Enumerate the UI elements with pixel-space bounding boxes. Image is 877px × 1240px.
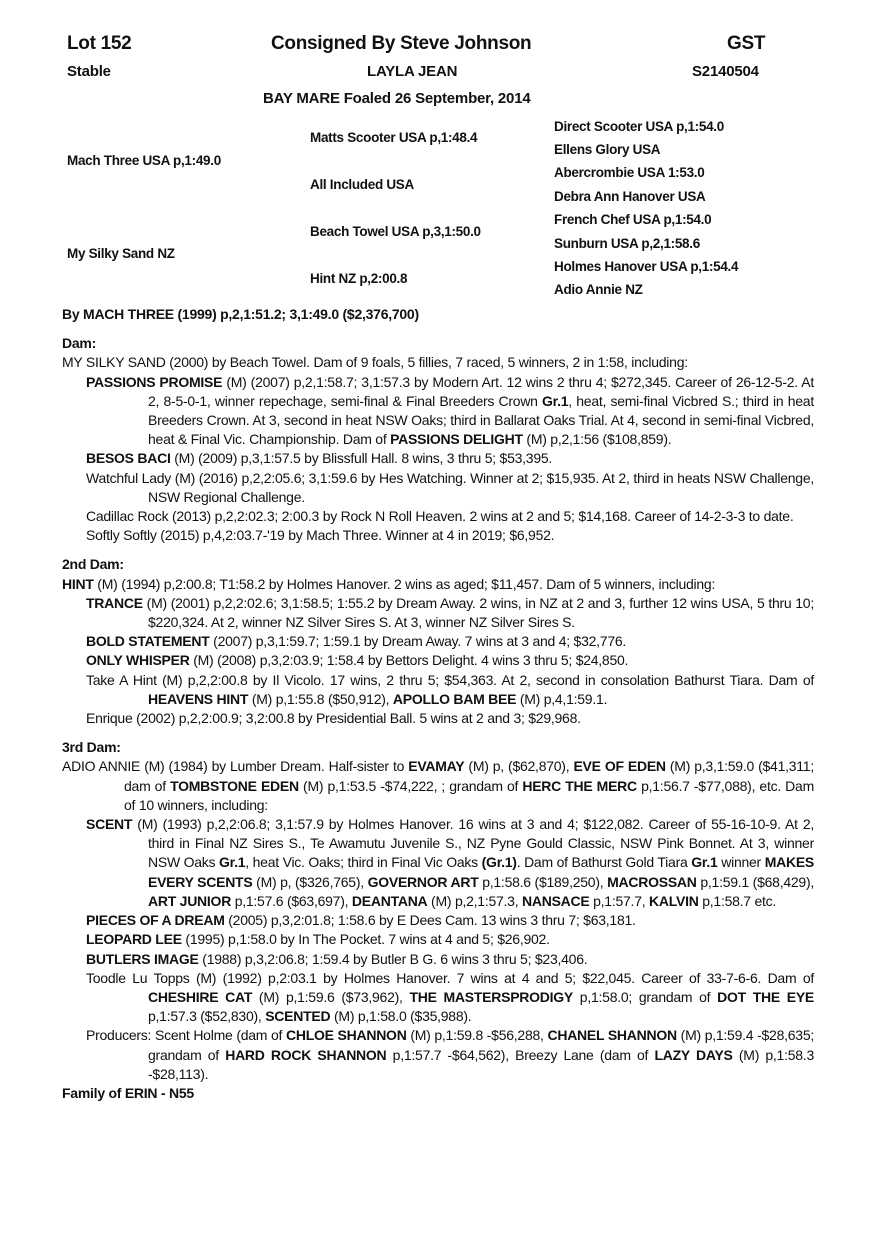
sire-line: By MACH THREE (1999) p,2,1:51.2; 3,1:49.0 ($2,376,700) [62,306,419,322]
progeny-name: ART JUNIOR [148,892,232,909]
progeny-entry [62,709,814,728]
pedigree-gen3: Sunburn USA p,2,1:58.6 [554,236,700,251]
progeny-text: . Dam of Bathurst Gold Tiara [516,854,692,871]
progeny-entry [62,671,814,709]
progeny-text: (M) p,1:58.0 ($35,988). [330,1008,472,1025]
progeny-name: DEANTANA [351,892,428,909]
progeny-name: HEAVENS HINT [148,690,249,707]
progeny-text: Watchful Lady (M) (2016) p,2,2:05.6; 3,1:59.6 by Hes Watching. Winner at 2; $15,935. At 2, third in heats NSW Challenge, NSW Regional Challenge. [86,469,814,505]
pedigree-gen3: Holmes Hanover USA p,1:54.4 [554,259,739,274]
progeny-name: BOLD STATEMENT [86,633,210,650]
progeny-name: MAKES EVERY SCENTS [148,854,814,890]
progeny-text: Toodle Lu Topps (M) (1992) p,2:03.1 by Holmes Hanover. 7 wins at 4 and 5; $22,045. Career of 33-7-6-6. Dam of [86,969,814,986]
catalogue-body [62,305,814,1103]
progeny-entry [62,969,814,1027]
progeny-name: (Gr.1) [481,854,517,871]
progeny-text: (M) p,1:59.6 ($73,962), [252,988,410,1005]
progeny-text: (M) (1993) p,2,2:06.8; 3,1:57.9 by Holmes Hanover. 16 wins at 3 and 4; $122,082. Career of 55-16-10-9. At 2, third in Final NZ Sires S., Te Awamutu Juvenile S., NZ Pyne Gould Classic, NSW Pink Bonnet. At 3, winner NSW Oaks [132,816,814,871]
progeny-name: SCENTED [265,1008,331,1025]
third-dam-section-title: 3rd Dam: [62,739,121,756]
progeny-text: p,1:58.0; grandam of [573,988,718,1005]
progeny-text: (M) p,1:55.8 ($50,912), [248,690,393,707]
progeny-text: Producers: Scent Holme (dam of [86,1027,286,1044]
progeny-name: TRANCE [86,594,143,611]
second-dam-intro [62,575,814,594]
dam-name: HINT [62,575,94,592]
progeny-text: (M) (2008) p,3,2:03.9; 1:58.4 by Bettors Delight. 4 wins 3 thru 5; $24,850. [189,652,629,669]
progeny-text: p,1:57.6 ($63,697), [231,892,352,909]
progeny-name: PASSIONS PROMISE [86,373,223,390]
pedigree-dam-dam: Hint NZ p,2:00.8 [310,271,408,286]
progeny-entry [62,1026,814,1084]
progeny-name: CHESHIRE CAT [148,988,253,1005]
horse-description: BAY MARE Foaled 26 September, 2014 [263,90,531,107]
progeny-entry [62,507,814,526]
progeny-text: (M) p, ($62,870), [464,758,574,775]
progeny-text: (M) (2007) p,2,1:58.7; 3,1:57.3 by Modern Art. 12 wins 2 thru 4; $272,345. Career of 26-12-5-2. At 2, 8-5-0-1, winner repechage, semi-final & Final Breeders Crown [148,373,814,409]
progeny-entry [62,594,814,632]
third-dam-progeny-list [62,815,814,1084]
progeny-text: p,1:58.6 ($189,250), [478,873,608,890]
pedigree-sire-sire: Matts Scooter USA p,1:48.4 [310,130,478,145]
progeny-text: Enrique (2002) p,2,2:00.9; 3,2:00.8 by Presidential Ball. 5 wins at 2 and 3; $29,968. [86,710,581,727]
dam-section-title: Dam: [62,335,97,352]
progeny-text: (M) (2001) p,2,2:02.6; 3,1:58.5; 1:55.2 by Dream Away. 2 wins, in NZ at 2 and 3, further 12 wins USA, 5 thru 10; $220,324. At 2, winner NZ Silver Sires S. At 3, winner NZ Silver Sires S. [142,594,814,631]
progeny-text: (M) p,1:59.8 -$56,288, [406,1027,548,1044]
progeny-name: MACROSSAN [607,873,697,890]
progeny-entry [62,469,814,507]
progeny-name: KALVIN [649,892,699,909]
progeny-text: (M) p, ($326,765), [252,873,368,890]
progeny-text: ADIO ANNIE (M) (1984) by Lumber Dream. Half-sister to [62,758,409,775]
progeny-name: ONLY WHISPER [86,652,190,669]
progeny-text: p,1:57.3 ($52,830), [148,1008,266,1025]
progeny-text: (M) p,4,1:59.1. [516,690,608,707]
progeny-name: EVE OF EDEN [573,758,666,775]
pedigree-gen3: Direct Scooter USA p,1:54.0 [554,119,724,134]
progeny-text: p,1:56.7 -$77,088), etc. Dam of 10 winners, including: [124,777,814,813]
progeny-text: (M) p,2,1:56 ($108,859). [522,431,672,448]
second-dam-section-title: 2nd Dam: [62,556,124,573]
progeny-name: GOVERNOR ART [367,873,479,890]
progeny-name: APOLLO BAM BEE [392,690,517,707]
pedigree-sire: Mach Three USA p,1:49.0 [67,153,221,168]
pedigree-dam: My Silky Sand NZ [67,246,175,261]
consignor: Consigned By Steve Johnson [271,33,532,54]
progeny-text: Cadillac Rock (2013) p,2,2:02.3; 2:00.3 by Rock N Roll Heaven. 2 wins at 2 and 5; $14,168. Career of 14-2-3-3 to date. [86,508,794,525]
pedigree-gen3: Adio Annie NZ [554,282,643,297]
progeny-name: HARD ROCK SHANNON [225,1046,387,1063]
gst-label: GST [727,33,766,54]
progeny-name: NANSACE [522,892,590,909]
progeny-entry [62,911,814,930]
progeny-name: BESOS BACI [86,450,171,467]
pedigree-gen3: Abercrombie USA 1:53.0 [554,165,705,180]
family-line: Family of ERIN - N55 [62,1084,194,1101]
progeny-name: PASSIONS DELIGHT [390,431,523,448]
pedigree-gen3: Ellens Glory USA [554,142,661,157]
progeny-text: , heat, semi-final Vicbred S.; third in heat Breeders Crown. At 3, second in heat NSW Oaks; third in Ballarat Oaks Trial. At 4, second in semi-final Vicbred, heat & Final Vic. Championship. Dam of [148,392,814,448]
stable-label: Stable [67,63,111,80]
progeny-text: (M) p,1:58.3 -$28,113). [148,1046,814,1082]
progeny-text: p,1:59.1 ($68,429), [696,873,814,890]
progeny-text: p,1:58.7 etc. [698,892,777,909]
progeny-name: Gr.1 [219,854,246,871]
progeny-text: winner [717,854,765,871]
pedigree-gen3: Debra Ann Hanover USA [554,189,706,204]
progeny-name: EVAMAY [408,758,465,775]
third-dam-intro [62,757,814,815]
pedigree-dam-sire: Beach Towel USA p,3,1:50.0 [310,224,481,239]
progeny-text: (2007) p,3,1:59.7; 1:59.1 by Dream Away. 7 wins at 3 and 4; $32,776. [209,633,627,650]
progeny-text: , heat Vic. Oaks; third in Final Vic Oaks [245,854,482,871]
progeny-text: (1995) p,1:58.0 by In The Pocket. 7 wins at 4 and 5; $26,902. [181,931,550,948]
progeny-text: (1988) p,3,2:06.8; 1:59.4 by Butler B G. 6 wins 3 thru 5; $23,406. [198,950,588,967]
progeny-name: PIECES OF A DREAM [86,912,225,929]
lot-number: Lot 152 [67,33,132,54]
progeny-text: (M) p,2,1:57.3, [427,892,522,909]
horse-name: LAYLA JEAN [367,63,458,80]
progeny-text: Softly Softly (2015) p,4,2:03.7-'19 by Mach Three. Winner at 4 in 2019; $6,952. [86,527,555,544]
progeny-name: LEOPARD LEE [86,931,182,948]
progeny-name: TOMBSTONE EDEN [170,777,299,794]
progeny-entry [62,815,814,911]
progeny-name: THE MASTERSPRODIGY [409,988,574,1005]
progeny-text: p,1:57.7 -$64,562), Breezy Lane (dam of [386,1046,655,1063]
progeny-text: Take A Hint (M) p,2,2:00.8 by Il Vicolo. 17 wins, 2 thru 5; $54,363. At 2, second in consolation Bathurst Tiara. Dam of [86,671,814,688]
progeny-entry [62,930,814,949]
progeny-text: (M) p,1:53.5 -$74,222, ; grandam of [298,777,523,794]
progeny-entry [62,449,814,468]
progeny-name: LAZY DAYS [654,1046,733,1063]
group-label: Gr.1 [542,392,569,409]
pedigree-gen3: French Chef USA p,1:54.0 [554,212,712,227]
progeny-entry [62,950,814,969]
progeny-name: BUTLERS IMAGE [86,950,199,967]
pedigree-sire-dam: All Included USA [310,177,414,192]
progeny-name: HERC THE MERC [522,777,637,794]
progeny-entry [62,632,814,651]
progeny-name: DOT THE EYE [717,988,815,1005]
progeny-name: SCENT [86,816,133,833]
progeny-text: (M) (2009) p,3,1:57.5 by Blissfull Hall. 8 wins, 3 thru 5; $53,395. [170,450,553,467]
progeny-name: Gr.1 [691,854,718,871]
progeny-name: CHLOE SHANNON [285,1027,407,1044]
progeny-entry [62,651,814,670]
dam-intro: MY SILKY SAND (2000) by Beach Towel. Dam of 9 foals, 5 fillies, 7 raced, 5 winners, 2 in 1:58, including: [62,354,688,371]
progeny-text: p,1:57.7, [589,892,650,909]
progeny-text: (M) p,1:59.4 -$28,635; grandam of [148,1027,814,1063]
progeny-name: CHANEL SHANNON [547,1027,677,1044]
progeny-entry [62,526,814,545]
progeny-text: (2005) p,3,2:01.8; 1:58.6 by E Dees Cam. 13 wins 3 thru 7; $63,181. [224,912,636,929]
dam-text: (M) (1994) p,2:00.8; T1:58.2 by Holmes Hanover. 2 wins as aged; $11,457. Dam of 5 winners, including: [93,575,716,592]
progeny-entry [62,373,814,450]
progeny-text: (M) p,3,1:59.0 ($41,311; dam of [124,758,814,794]
horse-code: S2140504 [692,63,759,80]
